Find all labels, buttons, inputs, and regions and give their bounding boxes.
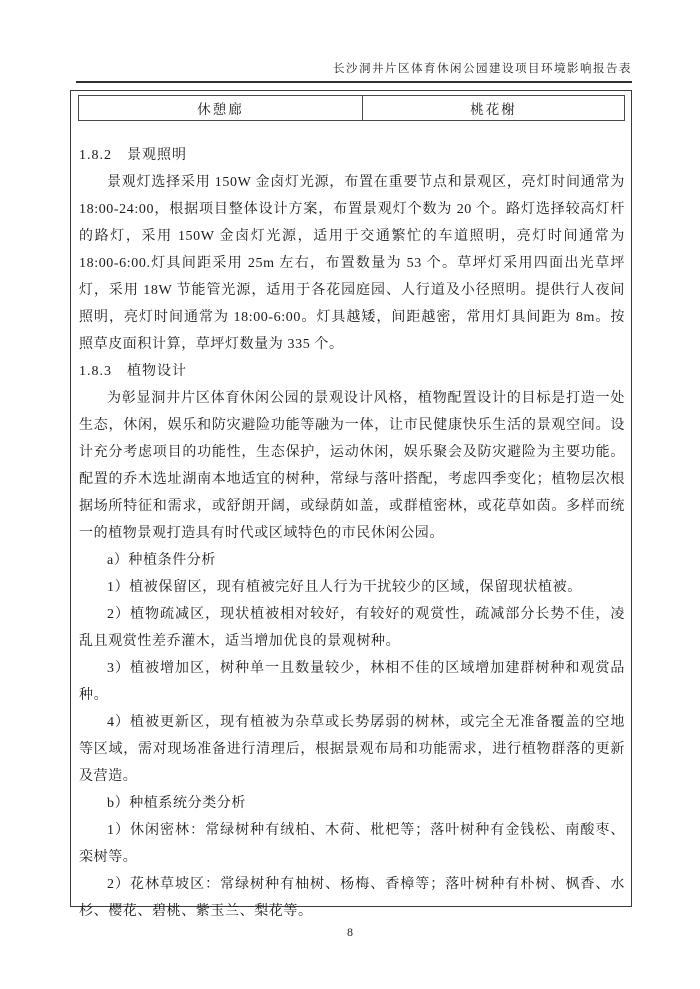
document-body [78, 142, 625, 925]
caption-cell-peach-pavilion: 桃花榭 [362, 96, 624, 121]
paragraph-item-a4: 4）植被更新区，现有植被为杂草或长势孱弱的树林，或完全无准备覆盖的空地等区域，需对现场准备进行清理后，根据景观布局和功能需求，进行植物群落的更新及营造。 [79, 715, 625, 784]
paragraph-item-a2: 2）植物疏减区，现状植被相对较好，有较好的观赏性，疏减部分长势不佳，凌乱且观赏性差乔灌木，适当增加优良的景观树种。 [79, 607, 625, 649]
page-number: 8 [347, 925, 353, 939]
header-rule [76, 81, 632, 83]
paragraph-item-b2: 2）花林草坡区：常绿树种有柚树、杨梅、香樟等；落叶树种有朴树、枫香、水杉、樱花、碧桃、紫玉兰、梨花等。 [79, 877, 625, 919]
paragraph-item-a3: 3）植被增加区，树种单一且数量较少，林相不佳的区域增加建群树种和观赏品种。 [79, 661, 625, 703]
paragraph-item-b1: 1）休闲密林：常绿树种有绒柏、木荷、枇杷等；落叶树种有金钱松、南酸枣、栾树等。 [79, 823, 625, 865]
caption-cell-rest-corridor: 休憩廊 [79, 96, 363, 121]
content-border-box [70, 90, 632, 919]
paragraph-item-b: b）种植系统分类分析 [107, 796, 246, 811]
paragraph-item-a: a）种植条件分析 [107, 553, 217, 568]
paragraph-plant-design-intro: 为彰显洞井片区体育休闲公园的景观设计风格，植物配置设计的目标是打造一处生态，休闲，娱乐和防灾避险功能等融为一体，让市民健康快乐生活的景观空间。设计充分考虑项目的功能性，生态保护，运动休闲，娱乐聚会及防灾避险为主要功能。配置的乔木选址湖南本地适宜的树种，常绿与落叶搭配，考虑四季变化；植物层次根据场所特征和需求，或舒朗开阔，或绿荫如盖，或群植密林，或花草如茵。多样而统一的植物景观打造具有时代或区域特色的市民休闲公园。 [79, 391, 625, 541]
section-heading-1-8-3: 1.8.3 植物设计 [79, 364, 187, 379]
running-header-title: 长沙洞井片区体育休闲公园建设项目环境影响报告表 [333, 63, 632, 75]
section-heading-1-8-2: 1.8.2 景观照明 [79, 148, 187, 163]
paragraph-lighting: 景观灯选择采用 150W 金卤灯光源，布置在重要节点和景观区，亮灯时间通常为 18:00-24:00，根据项目整体设计方案，布置景观灯个数为 20 个。路灯选择较高灯杆的路灯，采用 150W 金卤灯光源，适用于交通繁忙的车道照明，亮灯时间通常为 18:00-6:00.灯具间距采用 25m 左右，布置数量为 53 个。草坪灯采用四面出光草坪灯，采用 18W 节能管光源，适用于各花园庭园、人行道及小径照明。提供行人夜间照明，亮灯时间通常为 18:00-6:00。灯具越矮，间距越密，常用灯具间距为 8m。按照草皮面积计算，草坪灯数量为 335 个。 [79, 175, 625, 352]
caption-row [79, 96, 625, 121]
paragraph-item-a1: 1）植被保留区，现有植被完好且人行为干扰较少的区域，保留现状植被。 [107, 580, 582, 595]
caption-table [78, 95, 625, 121]
